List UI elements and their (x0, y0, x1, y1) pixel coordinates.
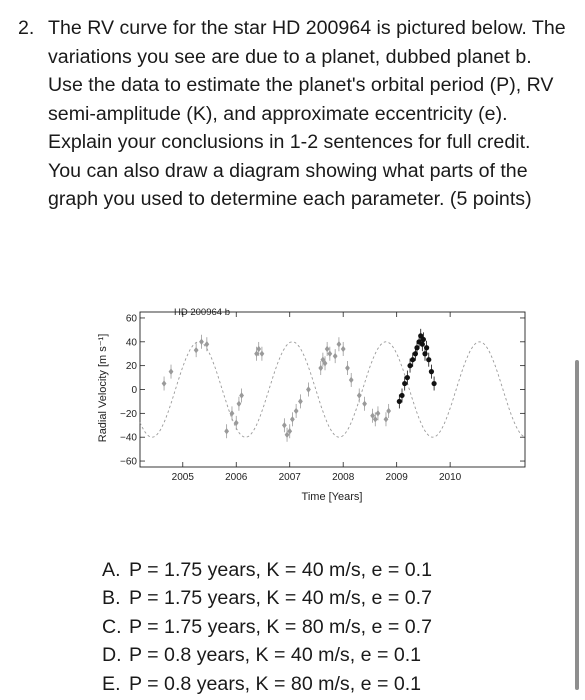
chart-title: HD 200964 b (174, 307, 230, 318)
option-text: P = 0.8 years, K = 40 m/s, e = 0.1 (129, 644, 422, 667)
x-tick-label: 2006 (225, 472, 248, 483)
option-d[interactable] (102, 641, 432, 669)
y-tick-label: −40 (120, 432, 137, 444)
data-point (239, 392, 244, 398)
data-point (399, 393, 404, 398)
option-letter: E. (102, 672, 121, 695)
data-point (426, 357, 431, 362)
data-point (386, 408, 391, 414)
option-b[interactable] (102, 584, 432, 612)
option-c[interactable] (102, 613, 432, 641)
model-curve (140, 342, 525, 437)
question-block (18, 14, 568, 214)
y-tick-label: 40 (125, 337, 137, 349)
data-point (260, 351, 265, 357)
data-point (384, 416, 389, 422)
data-point (327, 351, 332, 357)
x-tick-label: 2009 (385, 472, 408, 483)
data-point (294, 408, 299, 414)
question-number: 2. (18, 17, 35, 39)
question-text: The RV curve for the star HD 200964 is pictured below. The variations you see are due to a planet, dubbed planet b. Use the data to estimate the planet's orbital period (P), RV semi-amplitude (K), and approximate eccentricity (e). Explain your conclusions in 1-2 sentences for full credit. You can also draw a diagram showing what parts of the graph you used to determine each parameter. (5 points) (48, 17, 566, 210)
option-letter: A. (102, 559, 121, 581)
data-point (162, 380, 167, 386)
data-point (169, 368, 174, 374)
data-point (337, 341, 342, 347)
x-axis-label: Time [Years] (301, 491, 363, 503)
data-point (237, 401, 242, 407)
data-point (306, 386, 311, 392)
data-point (407, 363, 412, 368)
option-text: P = 1.75 years, K = 80 m/s, e = 0.7 (129, 615, 432, 638)
x-tick-label: 2010 (439, 472, 462, 483)
data-point (345, 365, 350, 371)
data-point (362, 401, 367, 407)
x-tick-label: 2008 (332, 472, 355, 483)
data-point (325, 346, 330, 352)
option-a[interactable] (102, 556, 432, 584)
answer-options (102, 556, 432, 698)
data-point (282, 422, 287, 428)
option-text: P = 0.8 years, K = 80 m/s, e = 0.1 (129, 672, 422, 695)
scrollbar[interactable] (575, 360, 579, 690)
option-letter: C. (102, 615, 122, 638)
y-tick-label: 20 (125, 361, 137, 373)
data-point (290, 416, 295, 422)
option-text: P = 1.75 years, K = 40 m/s, e = 0.7 (129, 587, 432, 610)
data-point (298, 398, 303, 404)
data-point (405, 375, 410, 380)
data-point (318, 365, 323, 371)
data-point (431, 381, 436, 386)
data-point (376, 410, 381, 416)
data-point (204, 341, 209, 347)
option-text: P = 1.75 years, K = 40 m/s, e = 0.1 (129, 559, 432, 581)
option-e[interactable] (102, 670, 432, 698)
data-point (349, 377, 354, 383)
data-point (230, 410, 235, 416)
data-point (357, 392, 362, 398)
data-point (429, 369, 434, 374)
data-point (341, 346, 346, 352)
data-point (421, 337, 426, 342)
data-point (420, 342, 425, 347)
rv-chart (92, 300, 542, 515)
y-tick-label: 0 (131, 385, 137, 396)
y-tick-label: 60 (125, 313, 137, 325)
data-point (410, 357, 415, 362)
data-point (199, 339, 204, 345)
y-axis-label: Radial Velocity [m s⁻¹] (97, 333, 109, 443)
data-point (224, 428, 229, 434)
data-point (333, 353, 338, 359)
data-point (194, 347, 199, 353)
option-letter: D. (102, 644, 122, 667)
data-point (424, 345, 429, 350)
y-tick-label: −60 (120, 456, 137, 468)
x-tick-label: 2007 (278, 472, 301, 483)
rv-chart-svg (92, 300, 542, 515)
y-tick-label: −20 (120, 408, 137, 420)
data-point (402, 381, 407, 386)
option-letter: B. (102, 587, 121, 610)
plot-frame (140, 312, 525, 467)
data-point (397, 399, 402, 404)
x-tick-label: 2005 (171, 472, 194, 483)
